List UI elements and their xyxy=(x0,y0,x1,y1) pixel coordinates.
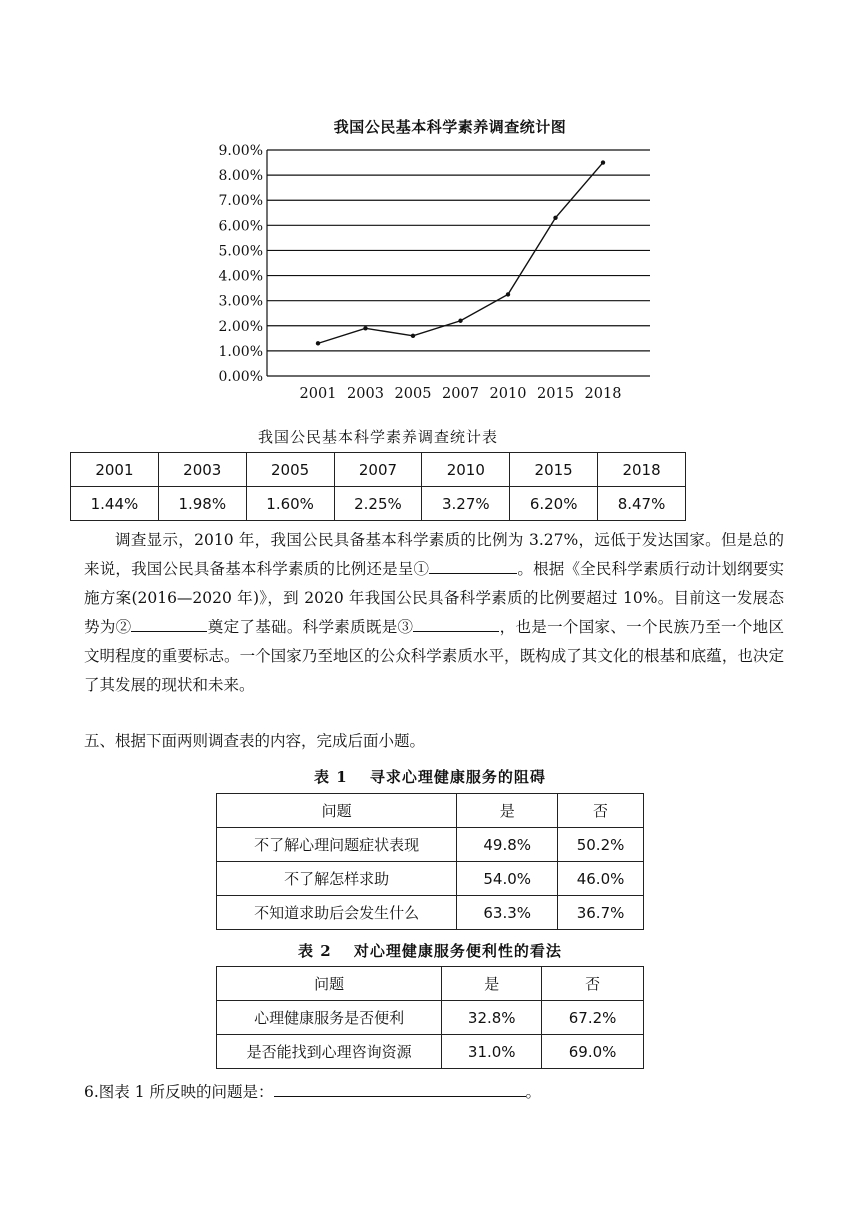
header-cell: 问题 xyxy=(217,794,457,828)
table-cell: 2007 xyxy=(334,453,422,487)
table-row xyxy=(71,453,686,487)
data-point xyxy=(458,319,462,323)
table-row xyxy=(217,1035,644,1069)
data-point xyxy=(411,334,415,338)
y-tick-label: 7.00% xyxy=(218,193,263,210)
table-cell: 2005 xyxy=(246,453,334,487)
x-tick-label: 2010 xyxy=(489,386,527,402)
table-cell: 1.60% xyxy=(246,487,334,521)
section-heading: 五、根据下面两则调查表的内容，完成后面小题。 xyxy=(84,732,426,750)
y-tick-label: 4.00% xyxy=(218,268,263,285)
data-point xyxy=(553,216,557,220)
table-cell: 49.8% xyxy=(457,828,558,862)
data-point xyxy=(601,160,605,164)
x-tick-label: 2015 xyxy=(537,386,574,402)
series-line xyxy=(318,163,603,344)
passage-text: ，也是一个国家、一个民族乃至一个地区文明程度的重要标志。一个国家乃至地区的公众科学素质水平，既构成了其文化的根基和底蕴，也决定了其发展的现状和未来。 xyxy=(84,618,784,694)
passage-text: 。根据《全民科学素质行动计划纲要实施方案(2016—2020 年)》，到 2020 年我国公民具备科学素质的比例要超过 10%。目前这一发展态势为② xyxy=(84,560,784,636)
table-cell: 36.7% xyxy=(558,896,644,930)
y-tick-label: 2.00% xyxy=(218,318,263,335)
line-chart xyxy=(210,140,670,408)
science-table xyxy=(70,452,686,521)
table-cell: 1.98% xyxy=(158,487,246,521)
header-cell: 否 xyxy=(542,967,644,1001)
passage xyxy=(84,526,784,700)
table-cell: 1.44% xyxy=(71,487,159,521)
data-point xyxy=(506,292,510,296)
x-tick-label: 2007 xyxy=(442,386,479,402)
table-cell: 2003 xyxy=(158,453,246,487)
table-cell: 2001 xyxy=(71,453,159,487)
chart-title: 我国公民基本科学素养调查统计图 xyxy=(333,118,567,136)
table-cell: 2018 xyxy=(598,453,686,487)
table1-caption: 表 1 寻求心理健康服务的阻碍 xyxy=(314,768,546,786)
y-tick-label: 5.00% xyxy=(218,243,263,260)
y-tick-label: 0.00% xyxy=(218,369,263,385)
header-cell: 问题 xyxy=(217,967,442,1001)
header-cell: 是 xyxy=(457,794,558,828)
table-cell: 心理健康服务是否便利 xyxy=(217,1001,442,1035)
y-tick-label: 1.00% xyxy=(218,343,263,360)
x-tick-label: 2003 xyxy=(347,386,384,402)
table-cell: 32.8% xyxy=(442,1001,542,1035)
question-text: 。 xyxy=(525,1083,542,1101)
x-tick-label: 2018 xyxy=(584,386,622,402)
x-tick-label: 2001 xyxy=(299,386,337,402)
data-point xyxy=(363,326,367,330)
table-row xyxy=(217,862,644,896)
table-header-row xyxy=(217,967,644,1001)
table-row xyxy=(217,896,644,930)
table2 xyxy=(216,966,644,1069)
table-cell: 2015 xyxy=(510,453,598,487)
y-tick-label: 3.00% xyxy=(218,293,263,310)
passage-text: 调查显示，2010 年，我国公民具备基本科学素质的比例为 3.27%，远低于发达国家。但是总的来说，我国公民具备基本科学素质的比例还是呈① xyxy=(84,531,784,578)
table-row xyxy=(71,487,686,521)
blank-3[interactable] xyxy=(413,631,499,632)
y-tick-label: 8.00% xyxy=(218,168,263,185)
science-table-caption: 我国公民基本科学素养调查统计表 xyxy=(257,428,498,446)
table-cell: 6.20% xyxy=(510,487,598,521)
table-cell: 不了解心理问题症状表现 xyxy=(217,828,457,862)
y-tick-label: 6.00% xyxy=(218,218,263,235)
table-cell: 67.2% xyxy=(542,1001,644,1035)
table2-caption: 表 2 对心理健康服务便利性的看法 xyxy=(298,942,562,960)
table-cell: 31.0% xyxy=(442,1035,542,1069)
header-cell: 否 xyxy=(558,794,644,828)
table-row xyxy=(217,828,644,862)
table-row xyxy=(217,1001,644,1035)
table-cell: 不知道求助后会发生什么 xyxy=(217,896,457,930)
table-cell: 2010 xyxy=(422,453,510,487)
table-cell: 63.3% xyxy=(457,896,558,930)
table1 xyxy=(216,793,644,930)
passage-text: 奠定了基础。科学素质既是③ xyxy=(207,618,414,636)
table-cell: 2.25% xyxy=(334,487,422,521)
question-6 xyxy=(84,1080,541,1102)
table-cell: 不了解怎样求助 xyxy=(217,862,457,896)
table-cell: 69.0% xyxy=(542,1035,644,1069)
header-cell: 是 xyxy=(442,967,542,1001)
blank-2[interactable] xyxy=(131,631,207,632)
x-tick-label: 2005 xyxy=(394,386,432,402)
y-tick-label: 9.00% xyxy=(218,143,263,159)
table-cell: 3.27% xyxy=(422,487,510,521)
data-point xyxy=(316,341,320,345)
table-cell: 46.0% xyxy=(558,862,644,896)
table-cell: 50.2% xyxy=(558,828,644,862)
table-cell: 是否能找到心理咨询资源 xyxy=(217,1035,442,1069)
table-header-row xyxy=(217,794,644,828)
question-text: 6.图表 1 所反映的问题是： xyxy=(84,1083,274,1101)
table-cell: 8.47% xyxy=(598,487,686,521)
table-cell: 54.0% xyxy=(457,862,558,896)
blank-1[interactable] xyxy=(429,573,517,574)
answer-blank[interactable] xyxy=(274,1096,526,1097)
